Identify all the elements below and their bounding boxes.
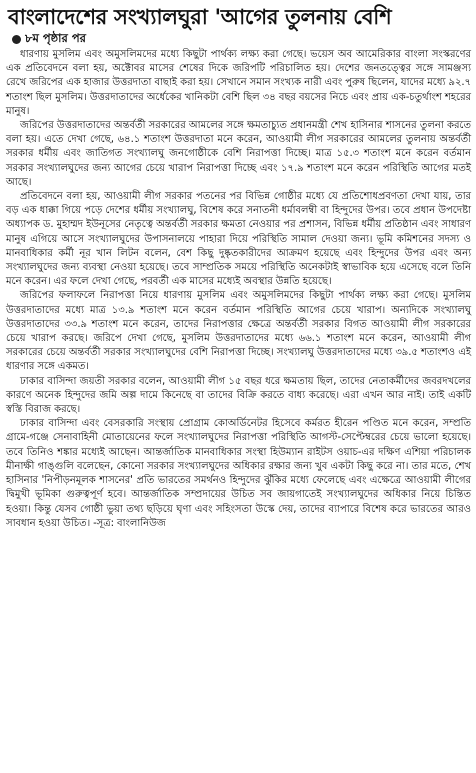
paragraph: ঢাকার বাসিন্দা জয়তী সরকার বলেন, আওয়ামী লীগ ১৫ বছর ধরে ক্ষমতায় ছিল, তাদের নেতাকর্মীদের জবরদখলের কারণে অনেক হিন্দুদের জমি অল্প দামে কিনেছে বা তাদের বিক্রি করতে বাধ্য করেছে। এরা এখন আর নাই। তাই একটি স্বস্তি বিরাজ করছে। xyxy=(6,375,471,416)
continuation-note xyxy=(12,32,471,46)
article-body xyxy=(6,48,471,531)
headline: বাংলাদেশের সংখ্যালঘুরা 'আগের তুলনায় বেশি xyxy=(8,4,392,29)
bullet-icon xyxy=(12,35,21,44)
paragraph: ঢাকার বাসিন্দা এবং বেসরকারি সংস্থায় প্রোগ্রাম কোঅর্ডিনেটর হিসেবে কর্মরত হীরেন পণ্ডিত মনে করেন, সম্প্রতি গ্রামে-গঞ্জে সেনাবাহিনী মোতায়েনের ফলে সংখ্যালঘুদের নিরাপত্তা পরিস্থিতি আগস্ট-সেপ্টেম্বরের চেয়ে ভালো হয়েছে। তবে তিনিও শঙ্কার মধ্যেই আছেন। আন্তর্জাতিক মানবাধিকার সংস্থা হিউম্যান রাইটস ওয়াচ-এর দক্ষিণ এশিয়া পরিচালক মীনাক্ষী গাঙ্গুলি বলেছেন, কোনো সরকার সংখ্যালঘুদের অধিকার রক্ষার জন্য খুব একটা কিছু করে না। তার মতে, শেখ হাসিনার 'নিপীড়নমূলক শাসনের' প্রতি ভারতের সমর্থনও হিন্দুদের ঝুঁকির মধ্যে ফেলেছে এবং এক্ষেত্রে আওয়ামী লীগের দ্বিমুখী ভূমিকা গুরুত্বপূর্ণ হবে। আন্তর্জাতিক সম্প্রদায়ের উচিত সব জায়গাতেই সংখ্যালঘুদের অধিকার নিয়ে চিন্তিত হওয়া। কিন্তু যেসব গোষ্ঠী ভুয়া তথ্য ছড়িয়ে ঘৃণা এবং সহিংসতা উস্কে দেয়, তাদের ব্যাপারে বিশেষ করে ভারতের আরও সাবধান হওয়া উচিত। -সূত্র: বাংলানিউজ xyxy=(6,418,471,529)
paragraph: জরিপের উত্তরদাতাদের অন্তর্বর্তী সরকারের আমলের সঙ্গে ক্ষমতাচ্যুত প্রধানমন্ত্রী শেখ হাসিনার শাসনের তুলনা করতে বলা হয়। এতে দেখা গেছে, ৬৪.১ শতাংশ উত্তরদাতা মনে করেন, আওয়ামী লীগ সরকারের আমলের তুলনায় অন্তর্বর্তী সরকার ধর্মীয় এবং জাতিগত সংখ্যালঘু জনগোষ্ঠীকে বেশি নিরাপত্তা দিচ্ছে। মাত্র ১৫.৩ শতাংশ মনে করেন বর্তমান সরকার সংখ্যালঘুদের জন্য আগের চেয়ে খারাপ নিরাপত্তা দিচ্ছে এবং ১৭.৯ শতাংশ মনে করেন পরিস্থিতি আগের মতই আছে। xyxy=(6,120,471,188)
paragraph: প্রতিবেদনে বলা হয়, আওয়ামী লীগ সরকার পতনের পর বিভিন্ন গোষ্ঠীর মধ্যে যে প্রতিশোধপ্রবণতা দেখা যায়, তার বড় এক ধাক্কা গিয়ে পড়ে দেশের ধর্মীয় সংখ্যালঘু, বিশেষ করে সনাতনী ধর্মাবলম্বী বা হিন্দুদের উপর। তবে প্রধান উপদেষ্টা অধ্যাপক ড. মুহাম্মদ ইউনূসের নেতৃত্বে অন্তর্বর্তী সরকার ক্ষমতা নেওয়ার পর প্রশাসন, বিভিন্ন ধর্মীয় প্রতিষ্ঠান এবং সাধারণ মানুষ এগিয়ে আসে সংখ্যালঘুদের উপাসনালয়ে পাহারা দিয়ে পরিস্থিতি সামাল দেওয়া জন্য। ভূমি কমিশনের সদস্য ও মানবাধিকার কর্মী নূর খান লিটন বলেন, বেশ কিছু দুষ্কৃতকারীদের আক্রমণ হয়েছে এবং হিন্দুদের উপর এবং অন্য সংখ্যালঘুদের জন্য ব্যবস্থা নেওয়া হয়েছে। তবে সাম্প্রতিক সময়ে পরিস্থিতি অনেকটাই স্বাভাবিক হয়ে এসেছে বলে তিনি মনে করেন। এর ফলে দেখা গেছে, পরবর্তী এক মাসের মধ্যেই অবস্থার উন্নতি হয়েছে। xyxy=(6,191,471,288)
paragraph: ধারণায় মুসলিম এবং অমুসলিমদের মধ্যে কিছুটা পার্থক্য লক্ষ্য করা গেছে। ভয়েস অব আমেরিকার বাংলা সংস্করণের এক প্রতিবেদনে বলা হয়, অক্টোবর মাসের শেষের দিকে জরিপটি পরিচালিত হয়। দেশের জনতত্ত্বের সঙ্গে সামঞ্জস্য রেখে জরিপের এক হাজার উত্তরদাতা বাছাই করা হয়। সেখানে সমান সংখ্যক নারী এবং পুরুষ ছিলেন, যাদের মধ্যে ৯২.৭ শতাংশ ছিল মুসলিম। উত্তরদাতাদের অর্ধেকের খানিকটা বেশি ছিল ৩৪ বছর বয়সের নিচে এবং প্রায় এক-চতুর্থাংশ শহরের মানুষ। xyxy=(6,49,471,117)
paragraph: জরিপের ফলাফলে নিরাপত্তা নিয়ে ধারণায় মুসলিম এবং অমুসলিমদের কিছুটা পার্থক্য লক্ষ্য করা গেছে। মুসলিম উত্তরদাতাদের মধ্যে মাত্র ১৩.৯ শতাংশ মনে করেন বর্তমান পরিস্থিতি আগের চেয়ে খারাপ। অন্যদিকে সংখ্যালঘু উত্তরদাতাদের ৩৩.৯ শতাংশ মনে করেন, তাদের নিরাপত্তার ক্ষেত্রে অন্তর্বর্তী সরকার বিগত আওয়ামী লীগ সরকারের চেয়ে খারাপ করছে। জরিপে দেখা গেছে, মুসলিম উত্তরদাতাদের মধ্যে ৬৬.১ শতাংশ মনে করেন, আওয়ামী লীগ সরকারের চেয়ে অন্তর্বর্তী সরকার সংখ্যালঘুদের বেশি নিরাপত্তা দিচ্ছে। সংখ্যালঘু উত্তরদাতাদের মধ্যে ৩৯.৫ শতাংশও এই ধারণার সঙ্গে একমত। xyxy=(6,290,471,373)
continuation-label: ৮ম পৃষ্ঠার পর xyxy=(25,30,86,45)
